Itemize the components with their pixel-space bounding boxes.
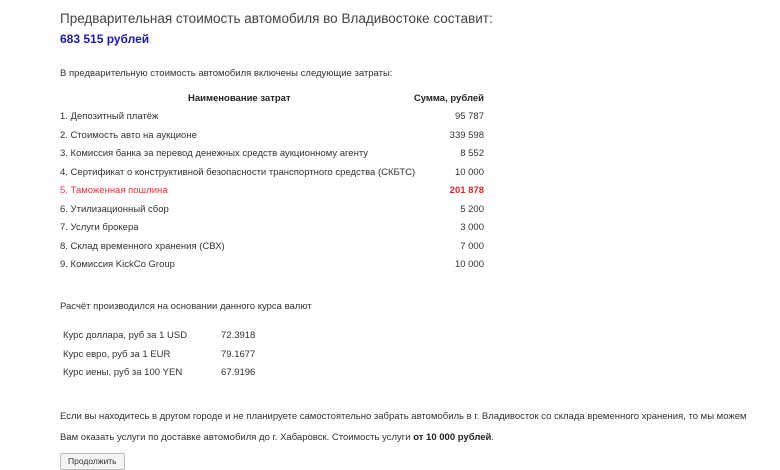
table-row: [60, 164, 484, 183]
table-row: [60, 108, 484, 127]
rate-value: 67.9196: [221, 367, 256, 378]
cost-name: 7. Услуги брокера: [60, 222, 139, 233]
costs-table-header: [60, 90, 484, 108]
cost-name: 5. Таможенная пошлина: [60, 185, 168, 196]
table-row: [63, 328, 303, 347]
table-row: [60, 201, 484, 220]
table-row: [60, 219, 484, 238]
cost-name: 1. Депозитный платёж: [60, 111, 159, 122]
table-row: [60, 145, 484, 164]
rate-value: 72.3918: [221, 330, 256, 341]
cost-sum: 5 200: [460, 203, 484, 215]
cost-name: 2. Стоимость авто на аукционе: [60, 129, 197, 141]
rate-label: Курс евро, руб за 1 EUR: [63, 348, 171, 360]
cost-sum: 3 000: [460, 222, 484, 233]
table-row: [63, 347, 303, 366]
costs-table: [60, 90, 484, 275]
cost-sum: 8 552: [460, 148, 484, 159]
cost-sum: 7 000: [460, 240, 484, 252]
table-row-customs-duty: [60, 182, 484, 201]
delivery-text: Если вы находитесь в другом городе и не планируете самостоятельно забрать автомобиль в г. Владивосток со склада временного хранения, то мы можем Вам оказать услуги по доставке автомобиля до г. Хабаровск. Стоимость услуги: [60, 411, 747, 443]
cost-name: 9. Комиссия KickCo Group: [60, 259, 175, 270]
delivery-offer: [60, 406, 760, 448]
table-row: [60, 256, 484, 275]
rates-intro: Расчёт производился на основании данного курса валют: [60, 301, 312, 312]
table-row: [60, 238, 484, 257]
cost-sum: 201 878: [449, 185, 484, 196]
cost-name: 6. Утилизационный сбор: [60, 203, 169, 215]
cost-name: 4. Сертификат о конструктивной безопасности транспортного средства (СКБТС): [60, 166, 416, 178]
cost-name: 8. Склад временного хранения (СВХ): [60, 240, 225, 252]
header-cost-sum: Сумма, рублей: [413, 93, 484, 104]
table-row: [63, 365, 303, 384]
costs-intro: В предварительную стоимость автомобиля включены следующие затраты:: [60, 68, 393, 79]
cost-name: 3. Комиссия банка за перевод денежных средств аукционному агенту: [60, 148, 369, 159]
exchange-rates-table: [63, 328, 303, 384]
table-row: [60, 127, 484, 146]
estimate-headline: Предварительная стоимость автомобиля во Владивостоке составит:: [60, 11, 493, 26]
delivery-text-end: .: [491, 432, 495, 443]
cost-sum: 95 787: [454, 111, 484, 122]
header-cost-name: Наименование затрат: [188, 93, 291, 104]
continue-button[interactable]: Продолжить: [60, 453, 125, 470]
cost-sum: 10 000: [454, 259, 484, 270]
total-price: 683 515 рублей: [60, 32, 150, 46]
cost-sum: 339 598: [449, 129, 484, 141]
cost-sum: 10 000: [454, 166, 484, 178]
delivery-price: от 10 000 рублей: [413, 432, 492, 443]
rate-label: Курс иены, руб за 100 YEN: [63, 367, 183, 378]
rate-value: 79.1677: [221, 348, 256, 360]
rate-label: Курс доллара, руб за 1 USD: [63, 330, 188, 341]
